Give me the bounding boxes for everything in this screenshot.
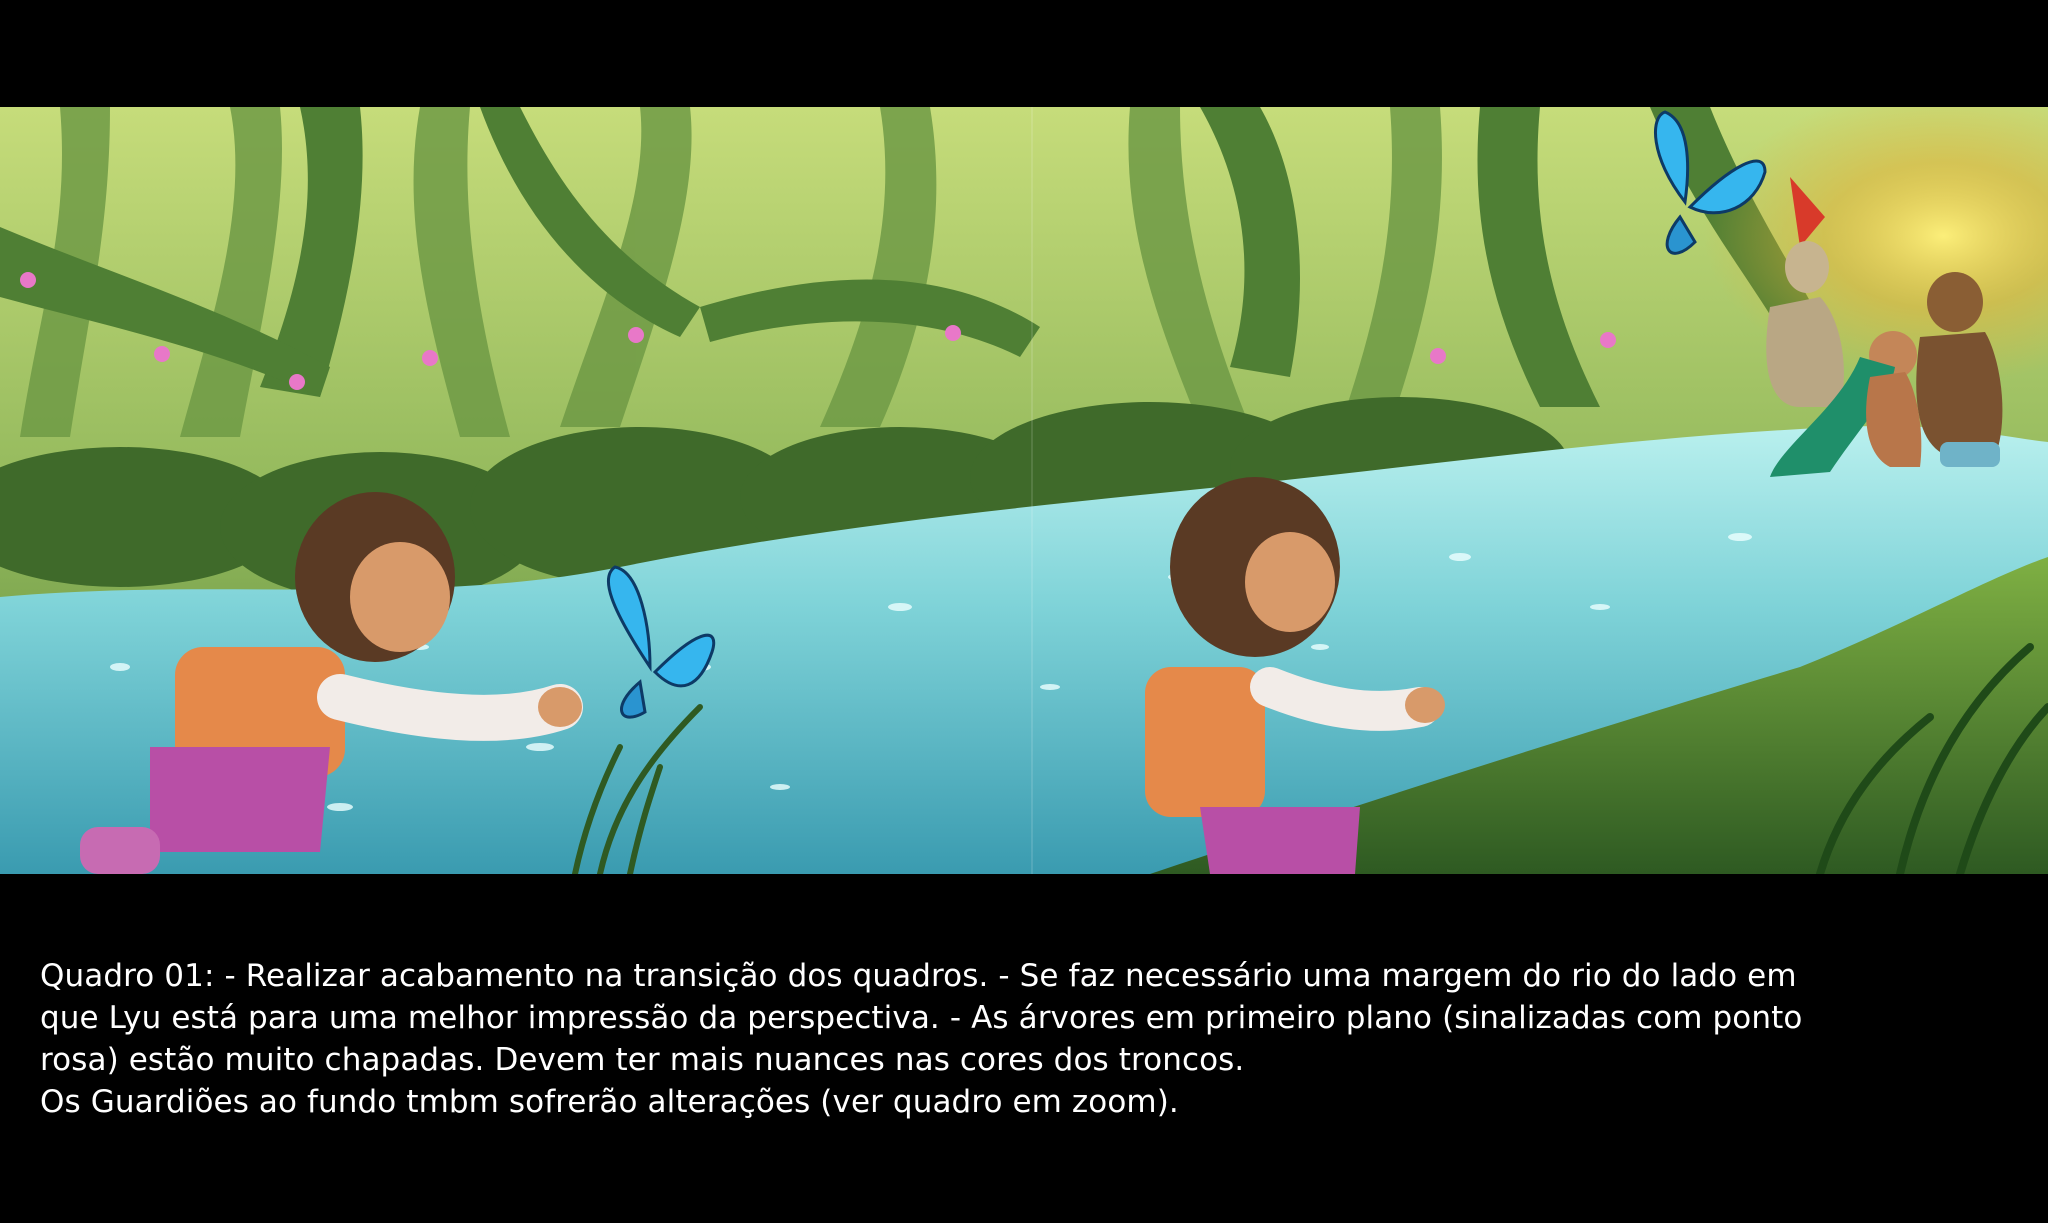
pink-marker bbox=[945, 325, 961, 341]
note-line: rosa) estão muito chapadas. Devem ter mais nuances nas cores dos troncos. bbox=[40, 1042, 1245, 1078]
pink-marker bbox=[154, 346, 170, 362]
pink-marker bbox=[20, 272, 36, 288]
note-line: que Lyu está para uma melhor impressão da perspectiva. - As árvores em primeiro plano (sinalizadas com ponto bbox=[40, 1000, 1803, 1036]
illustration-panel bbox=[0, 107, 2048, 874]
pink-marker bbox=[628, 327, 644, 343]
pink-marker bbox=[1600, 332, 1616, 348]
pink-marker bbox=[289, 374, 305, 390]
pink-marker bbox=[1430, 348, 1446, 364]
note-line: Os Guardiões ao fundo tmbm sofrerão alterações (ver quadro em zoom). bbox=[40, 1084, 1179, 1120]
pink-marker bbox=[422, 350, 438, 366]
note-line: Quadro 01: - Realizar acabamento na transição dos quadros. - Se faz necessário uma margem do rio do lado em bbox=[40, 958, 1797, 994]
review-notes bbox=[40, 955, 2030, 1123]
